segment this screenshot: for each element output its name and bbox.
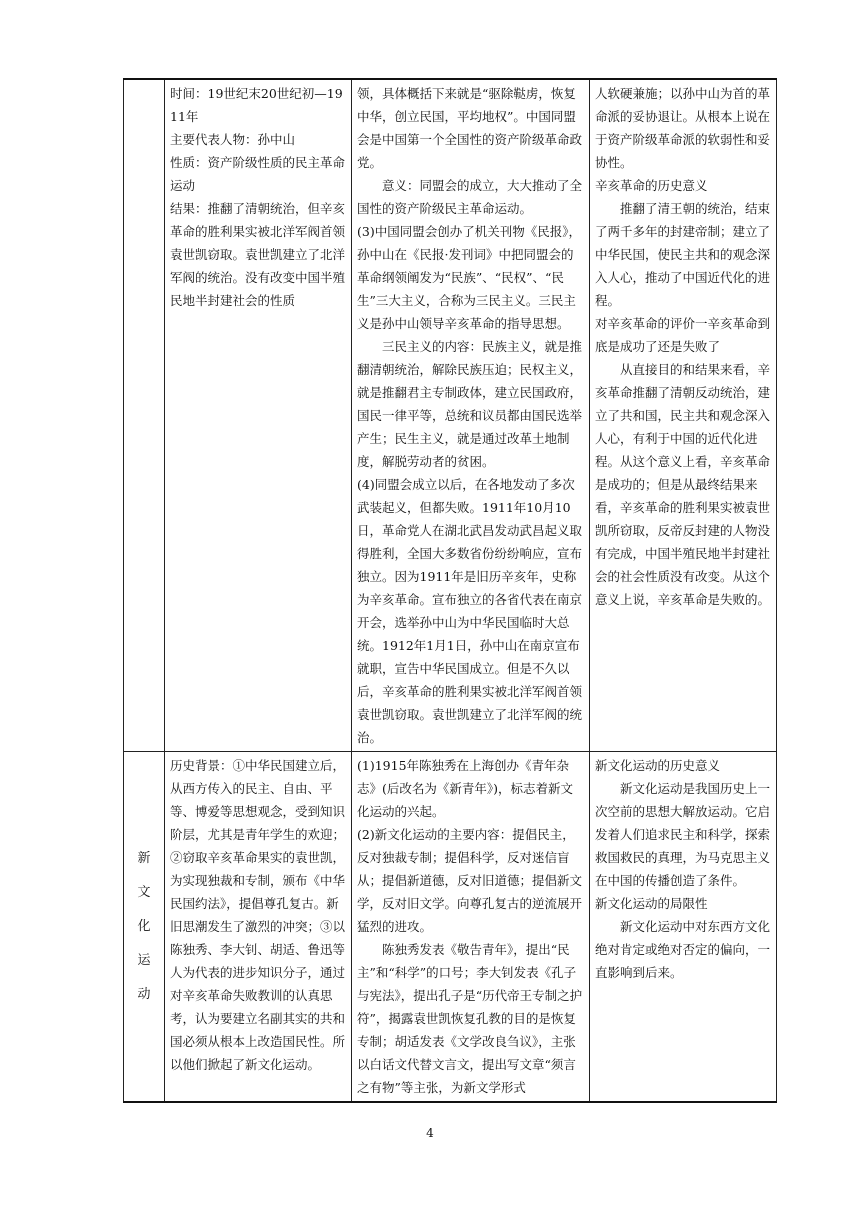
- row-label-cell: [124, 79, 165, 752]
- paragraph: 领，具体概括下来就是“驱除鞑虏，恢复中华，创立民国，平均地权”。中国同盟会是中国第一个全国性的资产阶级革命政党。: [357, 86, 583, 170]
- paragraph: 三民主义的内容：民族主义，就是推翻清朝统治，解除民族压迫；民权主义，就是推翻君主专制政体，建立民国政府，国民一律平等，总统和议员都由国民选举产生；民生主义，就是通过改革土地制度，解脱劳动者的贫困。: [357, 339, 583, 469]
- cell-background: [165, 752, 352, 1103]
- paragraph: (3)中国同盟会创办了机关刊物《民报》，孙中山在《民报·发刊词》中把同盟会的革命纲领阐发为“民族”、“民权”、“民生”三大主义，合称为三民主义。三民主义是孙中山领导辛亥革命的指导思想。: [357, 224, 581, 331]
- paragraph: 人软硬兼施；以孙中山为首的革命派的妥协退让。从根本上说在于资产阶级革命派的软弱性和妥协性。: [595, 86, 771, 170]
- cell-significance: [590, 79, 777, 752]
- paragraph: (4)同盟会成立以后，在各地发动了多次武装起义，但都失败。1911年10月10日，革命党人在湖北武昌发动武昌起义取得胜利，全国大多数省份纷纷响应，宣布独立。因为1911年是旧历辛亥年，史称为辛亥革命。宣布独立的各省代表在南京开会，选举孙中山为中华民国临时大总统。1912年1月1日，孙中山在南京宣布就职，宣告中华民国成立。但是不久以后，辛亥革命的胜利果实被北洋军阀首领袁世凯窃取。袁世凯建立了北洋军阀的统治。: [357, 477, 583, 745]
- table-row: [124, 752, 777, 1103]
- subheading: 对辛亥革命的评价一辛亥革命到底是成功了还是失败了: [595, 316, 771, 354]
- row-label-cell: [124, 752, 165, 1103]
- paragraph: 陈独秀发表《敬告青年》，提出“民主”和“科学”的口号；李大钊发表《孔子与宪法》，提出孔子是“历代帝王专制之护符”，揭露袁世凯恢复孔教的目的是恢复专制；胡适发表《文学改良刍议》，主张以白话文代替文言文，提出写文章“须言之有物”等主张，为新文学形式: [357, 942, 583, 1095]
- cell-significance: [590, 752, 777, 1103]
- paragraph: 意义：同盟会的成立，大大推动了全国性的资产阶级民主革命运动。: [357, 178, 583, 216]
- content-table: [123, 78, 777, 1103]
- paragraph: 新文化运动中对东西方文化绝对肯定或绝对否定的偏向，一直影响到后来。: [595, 919, 771, 980]
- paragraph: 从直接目的和结果来看，辛亥革命推翻了清朝反动统治，建立了共和国，民主共和观念深入人心，有利于中国的近代化进程。从这个意义上看，辛亥革命是成功的；但是从最终结果来看，辛亥革命的胜利果实被袁世凯所窃取，反帝反封建的人物没有完成，中国半殖民地半封建社会的社会性质没有改变。从这个意义上说，辛亥革命是失败的。: [595, 362, 771, 607]
- time-line: 时间：19世纪末20世纪初—1911年: [170, 86, 343, 124]
- row-label: 新文化运动: [137, 850, 151, 1002]
- paragraph: 历史背景：①中华民国建立后，从西方传入的民主、自由、平等、博爱等思想观念，受到知识阶层，尤其是青年学生的欢迎；②窃取辛亥革命果实的袁世凯，为实现独裁和专制，颁布《中华民国约法》，提倡尊孔复古。新旧思潮发生了激烈的冲突；③以陈独秀、李大钊、胡适、鲁迅等人为代表的进步知识分子，通过对辛亥革命失败教训的认真思考，认为要建立名副其实的共和国必须从根本上改造国民性。所以他们掀起了新文化运动。: [170, 758, 346, 1072]
- subheading: 新文化运动的局限性: [595, 896, 708, 911]
- result-line: 结果：推翻了清朝统治，但辛亥革命的胜利果实被北洋军阀首领袁世凯窃取。袁世凯建立了北洋军阀的统治。没有改变中国半殖民地半封建社会的性质: [170, 201, 346, 308]
- paragraph: (1)1915年陈独秀在上海创办《青年杂志》(后改名为《新青年》)，标志着新文化运动的兴起。: [357, 758, 574, 819]
- paragraph: (2)新文化运动的主要内容：提倡民主，反对独裁专制；提倡科学，反对迷信盲从；提倡新道德，反对旧道德；提倡新文学，反对旧文学。向尊孔复古的逆流展开猛烈的进攻。: [357, 827, 583, 934]
- representative-line: 主要代表人物：孙中山: [170, 132, 296, 147]
- subheading: 辛亥革命的历史意义: [595, 178, 708, 193]
- cell-process: [352, 79, 590, 752]
- cell-process: [352, 752, 590, 1103]
- nature-line: 性质：资产阶级性质的民主革命运动: [170, 155, 346, 193]
- cell-basic-info: [165, 79, 352, 752]
- page-number: 4: [426, 1126, 434, 1140]
- table-row: [124, 79, 777, 752]
- subheading: 新文化运动的历史意义: [595, 758, 721, 773]
- paragraph: 新文化运动是我国历史上一次空前的思想大解放运动。它启发着人们追求民主和科学，探索救国救民的真理，为马克思主义在中国的传播创造了条件。: [595, 781, 771, 888]
- paragraph: 推翻了清王朝的统治，结束了两千多年的封建帝制；建立了中华民国，使民主共和的观念深入人心，推动了中国近代化的进程。: [595, 201, 771, 308]
